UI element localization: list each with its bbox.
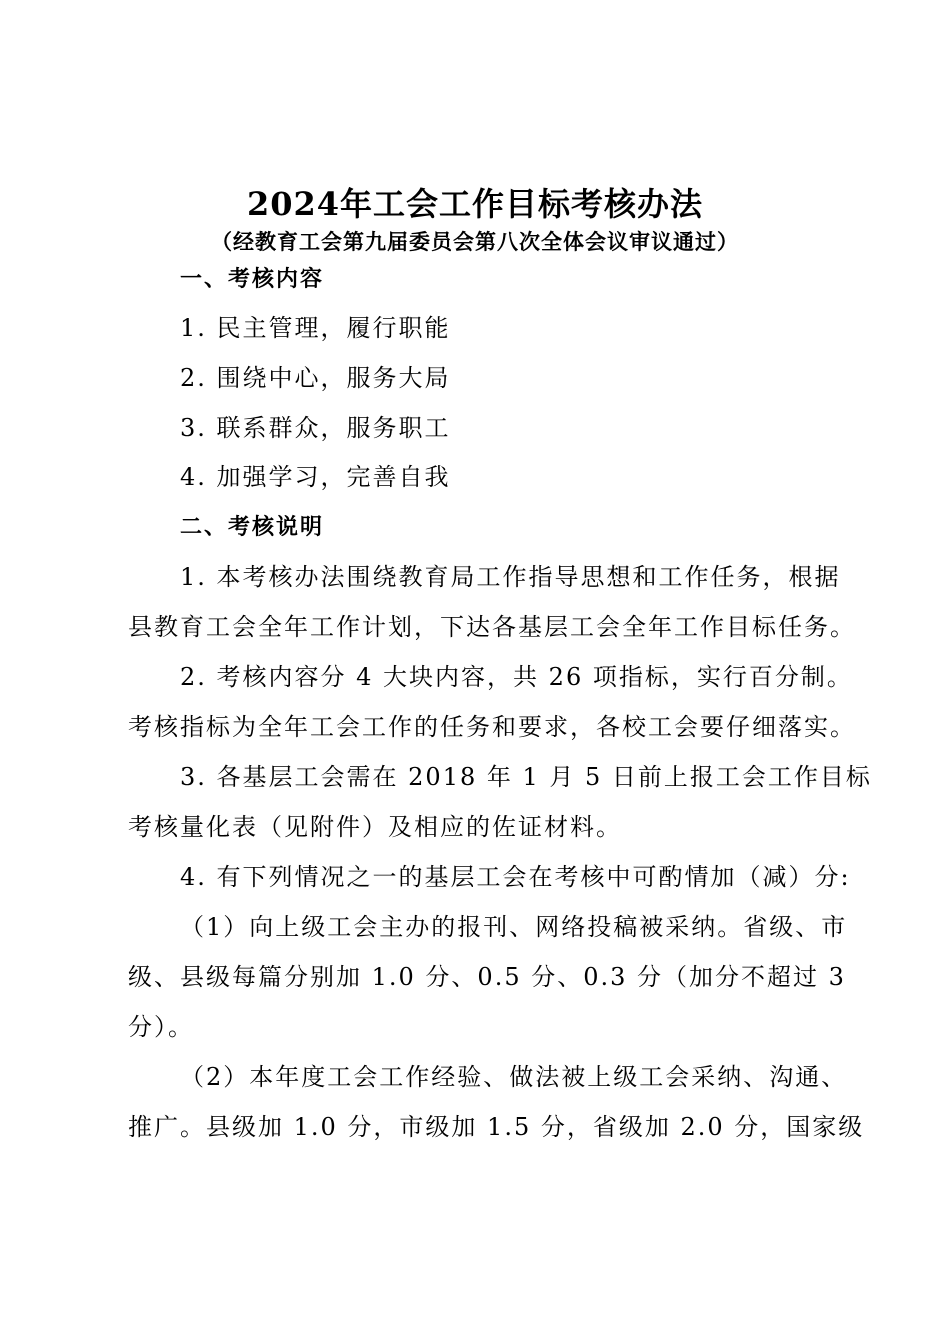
notes-line: （2）本年度工会工作经验、做法被上级工会采纳、沟通、 (180, 1063, 848, 1091)
notes-line: 县教育工会全年工作计划，下达各基层工会全年工作目标任务。 (128, 613, 856, 641)
notes-line: 2. 考核内容分 4 大块内容，共 26 项指标，实行百分制。 (180, 663, 853, 691)
section-heading-content: 一、考核内容 (180, 266, 325, 292)
content-item: 2. 围绕中心，服务大局 (180, 364, 451, 392)
notes-line: （1）向上级工会主办的报刊、网络投稿被采纳。省级、市 (180, 913, 848, 941)
notes-line: 1. 本考核办法围绕教育局工作指导思想和工作任务，根据 (180, 563, 841, 591)
notes-line: 级、县级每篇分别加 1.0 分、0.5 分、0.3 分（加分不超过 3 (128, 963, 846, 991)
notes-line: 4. 有下列情况之一的基层工会在考核中可酌情加（减）分: (180, 863, 851, 891)
content-item: 3. 联系群众，服务职工 (180, 414, 451, 442)
notes-line: 推广。县级加 1.0 分，市级加 1.5 分，省级加 2.0 分，国家级 (128, 1113, 865, 1141)
notes-line: 考核指标为全年工会工作的任务和要求，各校工会要仔细落实。 (128, 713, 856, 741)
content-item: 1. 民主管理，履行职能 (180, 314, 451, 342)
notes-line: 考核量化表（见附件）及相应的佐证材料。 (128, 813, 622, 841)
document-subtitle: （经教育工会第九届委员会第八次全体会议审议通过） (211, 229, 739, 254)
section-heading-notes: 二、考核说明 (180, 514, 325, 540)
notes-line: 3. 各基层工会需在 2018 年 1 月 5 日前上报工会工作目标 (180, 763, 872, 791)
document-title: 2024年工会工作目标考核办法 (246, 185, 704, 223)
notes-line: 分）。 (128, 1013, 194, 1041)
content-item: 4. 加强学习，完善自我 (180, 463, 451, 491)
